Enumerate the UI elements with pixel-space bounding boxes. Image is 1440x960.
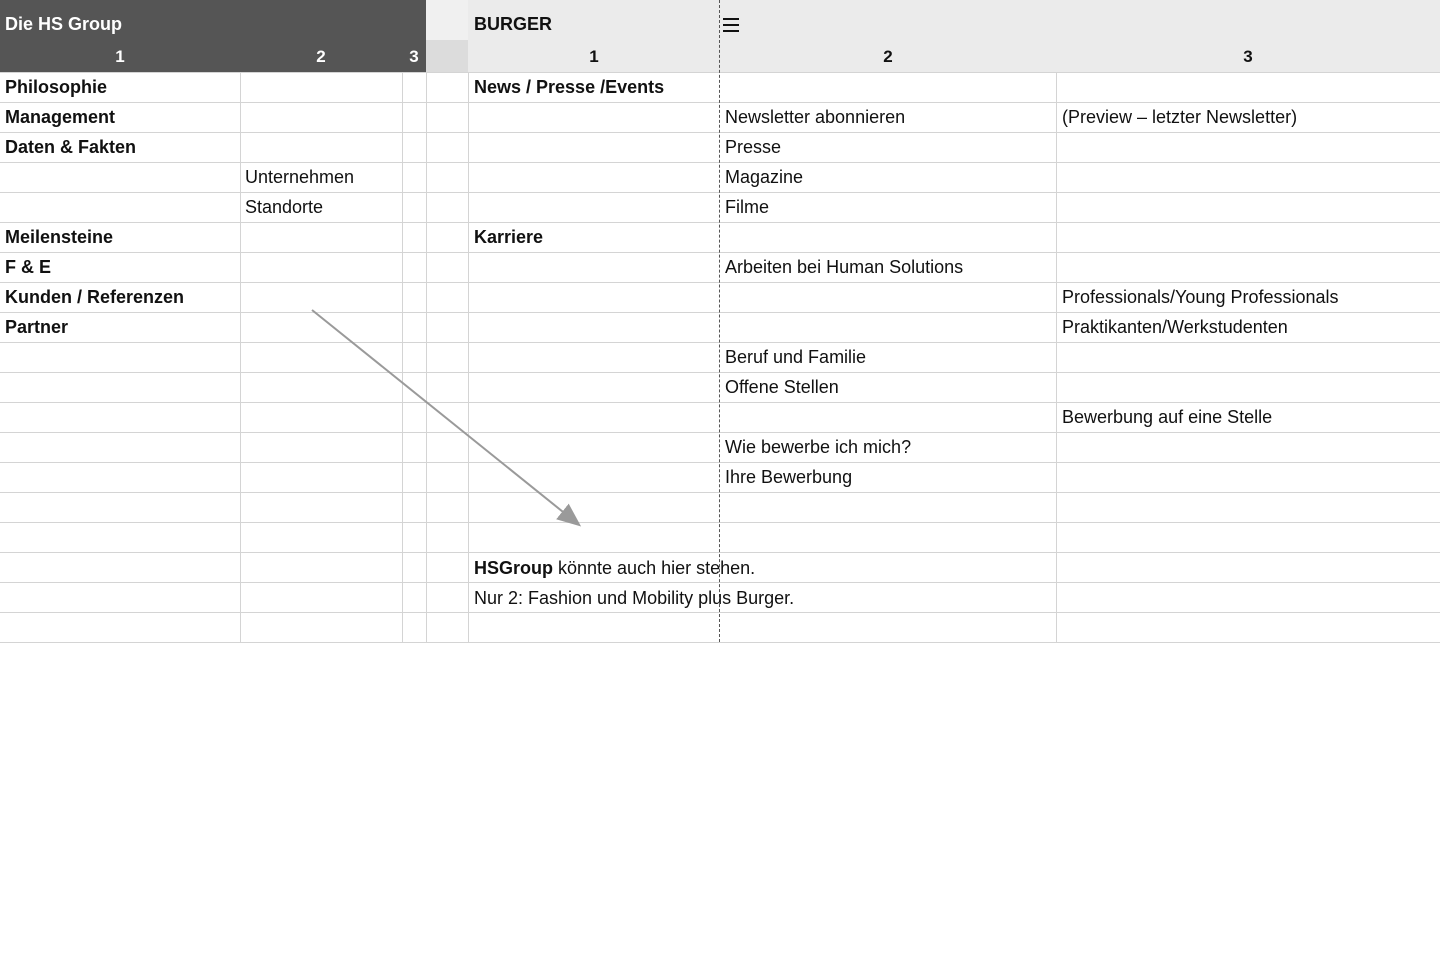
grid-row-line bbox=[0, 492, 1440, 493]
header-spacer-lower bbox=[426, 40, 468, 72]
header-spacer bbox=[426, 0, 468, 40]
column-divider-dashed bbox=[719, 0, 720, 642]
note-line-2: Nur 2: Fashion und Mobility plus Burger. bbox=[474, 588, 795, 608]
right-col-3-header: 3 bbox=[1243, 47, 1253, 66]
grid-row-line bbox=[0, 432, 1440, 433]
right-col-2-header: 2 bbox=[883, 47, 893, 66]
note-line-1 bbox=[474, 557, 755, 579]
right-cell: Professionals/Young Professionals bbox=[1062, 287, 1339, 307]
left-cell: Kunden / Referenzen bbox=[5, 287, 185, 307]
grid-col-line bbox=[426, 72, 427, 642]
right-cell: Karriere bbox=[474, 227, 544, 247]
grid-col-line bbox=[402, 72, 403, 642]
grid-row-line bbox=[0, 72, 1440, 73]
hamburger-icon[interactable] bbox=[723, 14, 739, 38]
grid-col-line bbox=[1056, 72, 1057, 642]
left-cell: Philosophie bbox=[5, 77, 108, 97]
grid-row-line bbox=[0, 372, 1440, 373]
right-cell: Filme bbox=[725, 197, 769, 217]
left-cell: Partner bbox=[5, 317, 69, 337]
grid-row-line bbox=[0, 582, 1440, 583]
note-line-1-rest: könnte auch hier stehen. bbox=[553, 558, 756, 578]
grid-row-line bbox=[0, 222, 1440, 223]
right-cell: Offene Stellen bbox=[725, 377, 839, 397]
grid-col-line bbox=[240, 72, 241, 642]
left-cell: Unternehmen bbox=[245, 167, 355, 187]
grid-col-line bbox=[468, 72, 469, 642]
right-cell: Beruf und Familie bbox=[725, 347, 867, 367]
grid-row-line bbox=[0, 552, 1440, 553]
right-cell: Newsletter abonnieren bbox=[725, 107, 906, 127]
left-col-2-header: 2 bbox=[316, 47, 326, 66]
grid-row-line bbox=[0, 192, 1440, 193]
left-cell: F & E bbox=[5, 257, 52, 277]
right-cell: (Preview – letzter Newsletter) bbox=[1062, 107, 1298, 127]
right-cell: Arbeiten bei Human Solutions bbox=[725, 257, 964, 277]
right-group-title: BURGER bbox=[474, 14, 553, 34]
right-cell: Ihre Bewerbung bbox=[725, 467, 853, 487]
grid-row-line bbox=[0, 342, 1440, 343]
grid-row-line bbox=[0, 462, 1440, 463]
grid-row-line bbox=[0, 162, 1440, 163]
note-line-1-bold: HSGroup bbox=[474, 558, 553, 578]
right-col-1-header: 1 bbox=[589, 47, 599, 66]
left-cell: Meilensteine bbox=[5, 227, 114, 247]
left-col-1-header: 1 bbox=[115, 47, 125, 66]
left-cell: Standorte bbox=[245, 197, 324, 217]
left-col-3-header: 3 bbox=[409, 47, 419, 66]
grid-row-line bbox=[0, 612, 1440, 613]
grid-row-line bbox=[0, 252, 1440, 253]
grid-row-line bbox=[0, 522, 1440, 523]
left-cell: Daten & Fakten bbox=[5, 137, 137, 157]
right-cell: Presse bbox=[725, 137, 782, 157]
grid-row-line bbox=[0, 642, 1440, 643]
grid-row-line bbox=[0, 312, 1440, 313]
right-cell: Bewerbung auf eine Stelle bbox=[1062, 407, 1273, 427]
right-cell: News / Presse /Events bbox=[474, 77, 665, 97]
grid-row-line bbox=[0, 282, 1440, 283]
left-group-title: Die HS Group bbox=[5, 14, 123, 34]
right-cell: Praktikanten/Werkstudenten bbox=[1062, 317, 1288, 337]
right-cell: Magazine bbox=[725, 167, 804, 187]
right-cell: Wie bewerbe ich mich? bbox=[725, 437, 912, 457]
grid-row-line bbox=[0, 402, 1440, 403]
grid-row-line bbox=[0, 102, 1440, 103]
grid-row-line bbox=[0, 132, 1440, 133]
left-cell: Management bbox=[5, 107, 116, 127]
